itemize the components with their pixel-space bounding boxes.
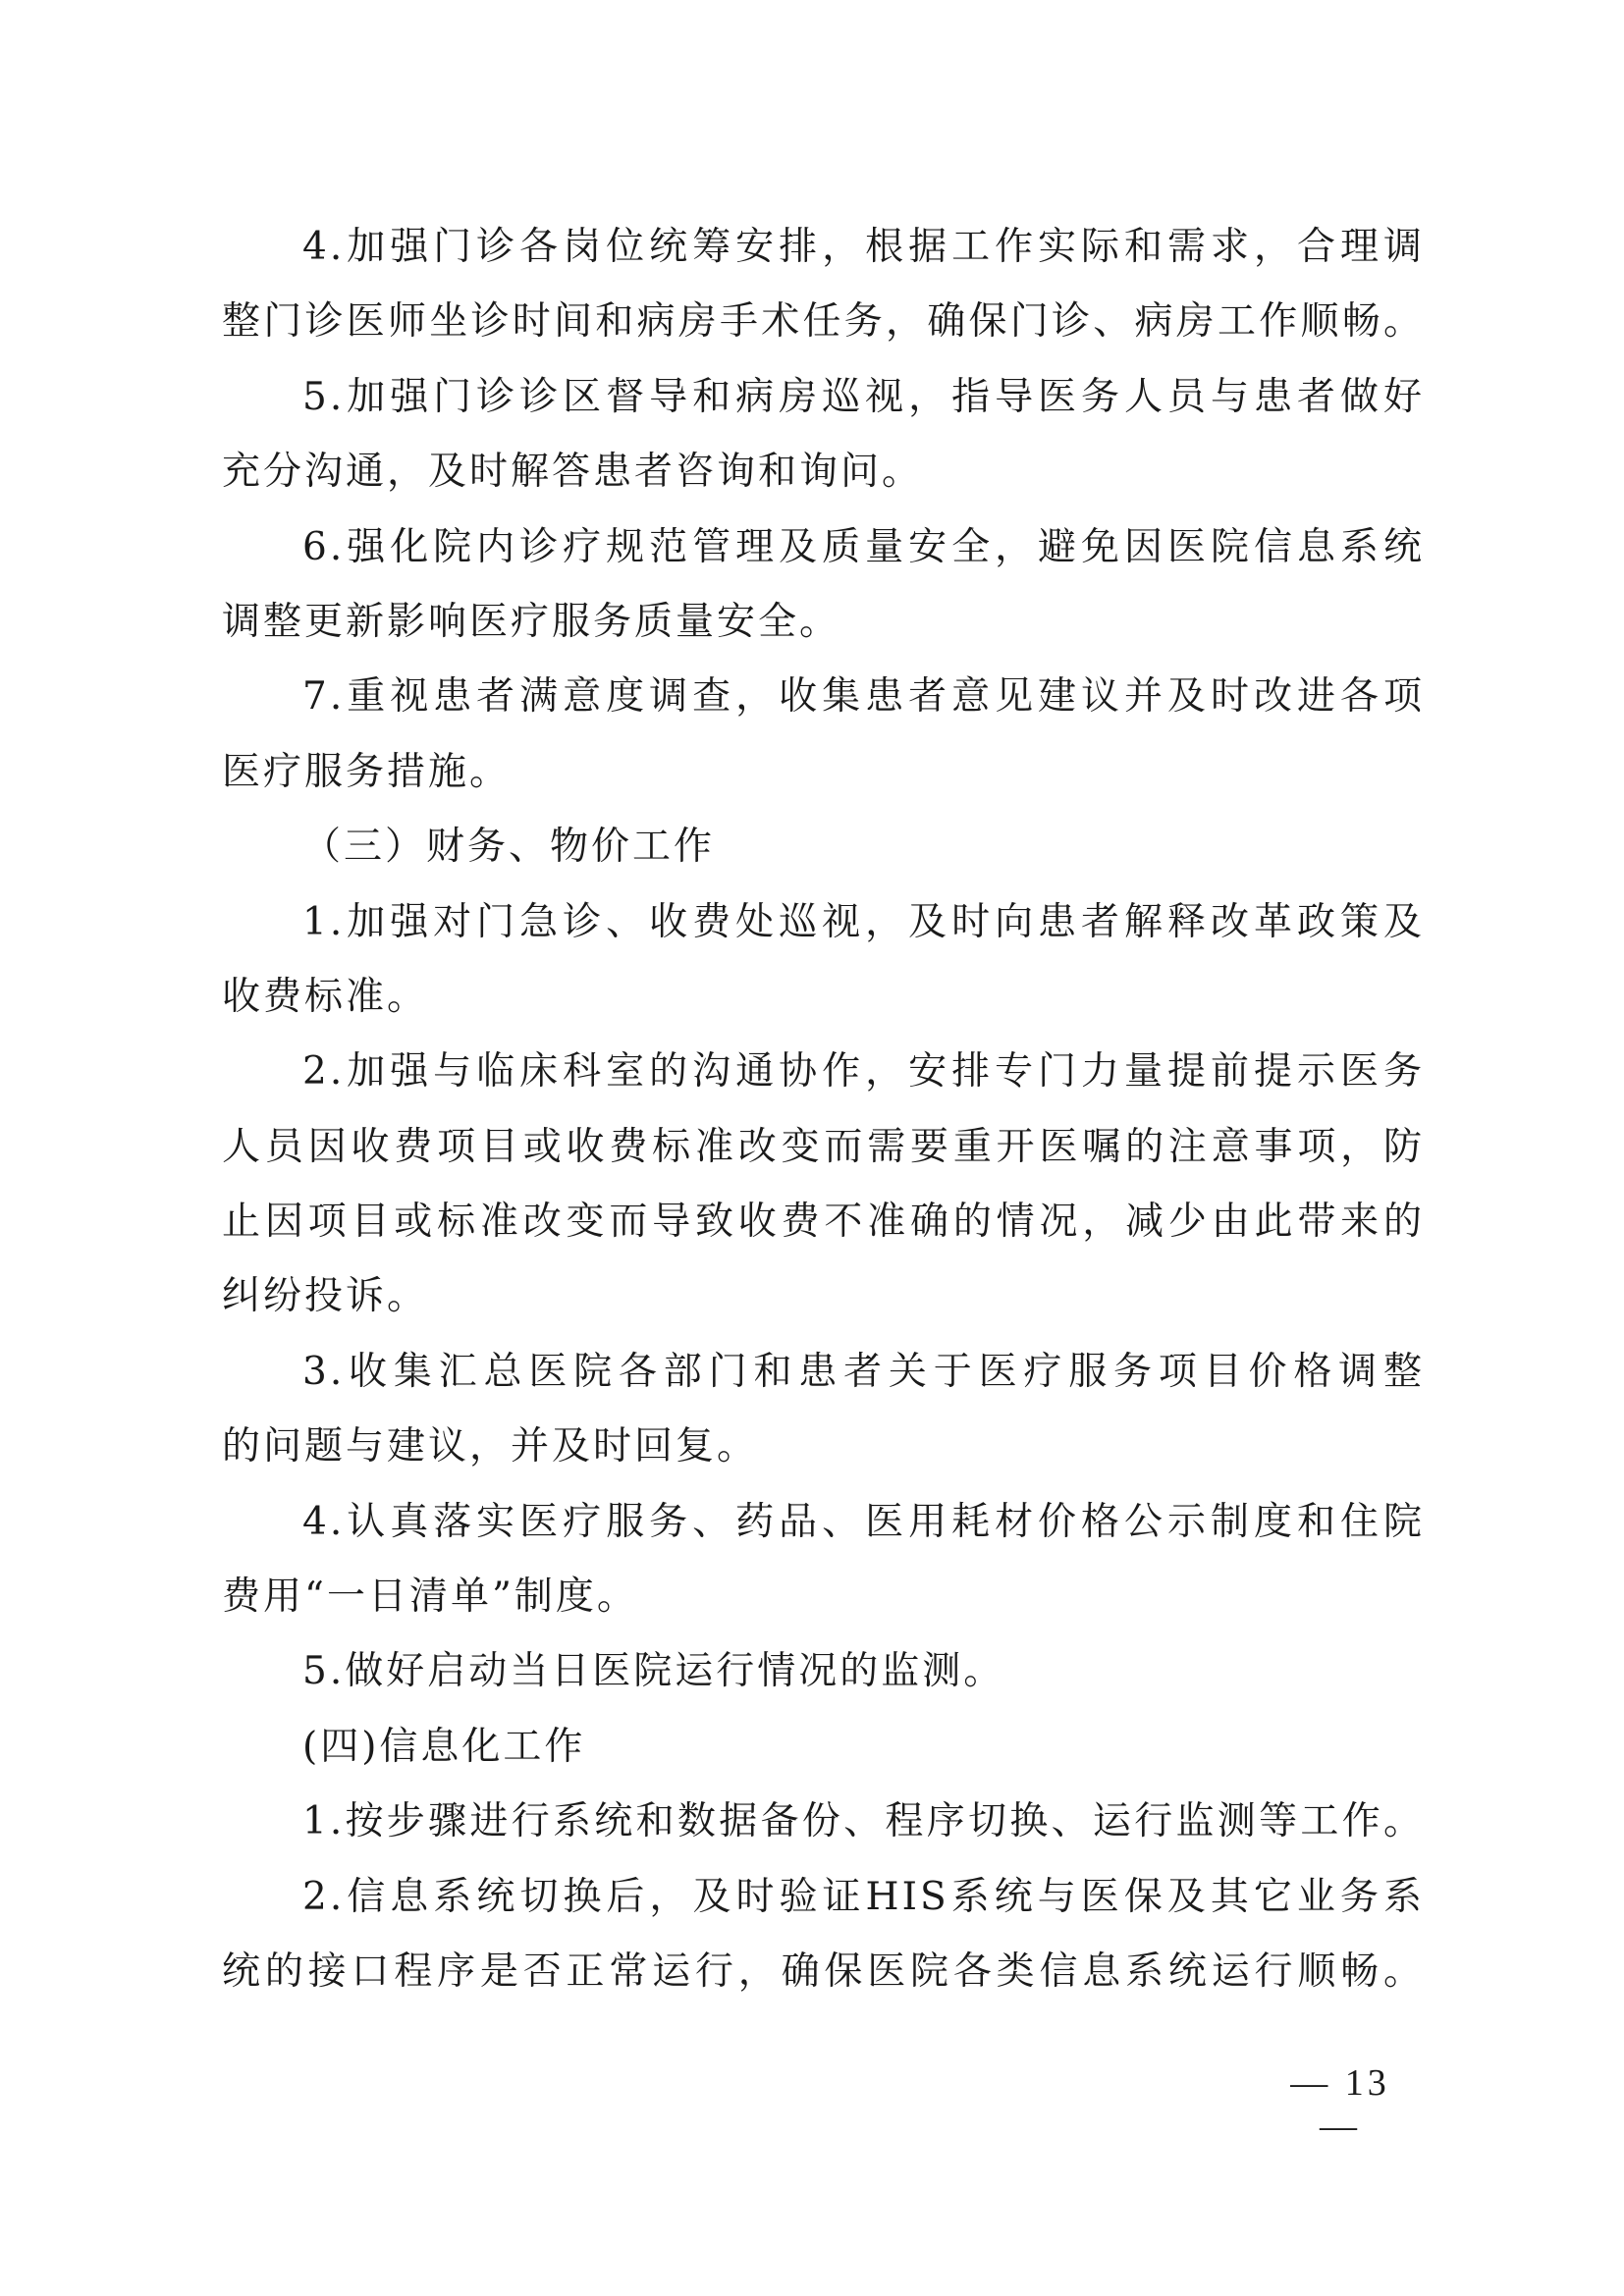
- text-line: （三）财务、物价工作: [302, 825, 716, 870]
- text-line: 的问题与建议，并及时回复。: [222, 1424, 759, 1469]
- text-line: 医疗服务措施。: [222, 749, 512, 794]
- text-line: 4.加强门诊各岗位统筹安排，根据工作实际和需求，合理调: [302, 225, 1425, 269]
- text-line: 调整更新影响医疗服务质量安全。: [222, 599, 841, 644]
- page-number: — 13 —: [1290, 2062, 1390, 2147]
- text-line: 2.加强与临床科室的沟通协作，安排专门力量提前提示医务: [302, 1049, 1425, 1095]
- text-line: 费用“一日清单”制度。: [222, 1575, 638, 1620]
- text-line: (四)信息化工作: [302, 1724, 586, 1769]
- document-body: [222, 210, 1425, 2009]
- text-line: 止因项目或标准改变而导致收费不准确的情况，减少由此带来的: [222, 1200, 1425, 1245]
- text-line: 统的接口程序是否正常运行，确保医院各类信息系统运行顺畅。: [222, 1949, 1425, 1994]
- text-line: 充分沟通，及时解答患者咨询和询问。: [222, 450, 924, 495]
- text-line: 2.信息系统切换后，及时验证HIS系统与医保及其它业务系: [302, 1874, 1425, 1919]
- text-line: 5.加强门诊诊区督导和病房巡视，指导医务人员与患者做好: [302, 374, 1425, 419]
- text-line: 5.做好启动当日医院运行情况的监测。: [302, 1649, 1005, 1694]
- text-line: 人员因收费项目或收费标准改变而需要重开医嘱的注意事项，防: [222, 1124, 1425, 1169]
- text-line: 1.加强对门急诊、收费处巡视，及时向患者解释改革政策及: [302, 899, 1425, 944]
- text-line: 1.按步骤进行系统和数据备份、程序切换、运行监测等工作。: [302, 1799, 1425, 1844]
- text-line: 整门诊医师坐诊时间和病房手术任务，确保门诊、病房工作顺畅。: [222, 299, 1425, 345]
- text-line: 3.收集汇总医院各部门和患者关于医疗服务项目价格调整: [302, 1349, 1425, 1394]
- text-line: 收费标准。: [222, 974, 429, 1019]
- text-line: 纠纷投诉。: [222, 1274, 429, 1319]
- text-line: 6.强化院内诊疗规范管理及质量安全，避免因医院信息系统: [302, 524, 1425, 569]
- text-line: 4.认真落实医疗服务、药品、医用耗材价格公示制度和住院: [302, 1499, 1425, 1544]
- text-line: 7.重视患者满意度调查，收集患者意见建议并及时改进各项: [302, 674, 1425, 720]
